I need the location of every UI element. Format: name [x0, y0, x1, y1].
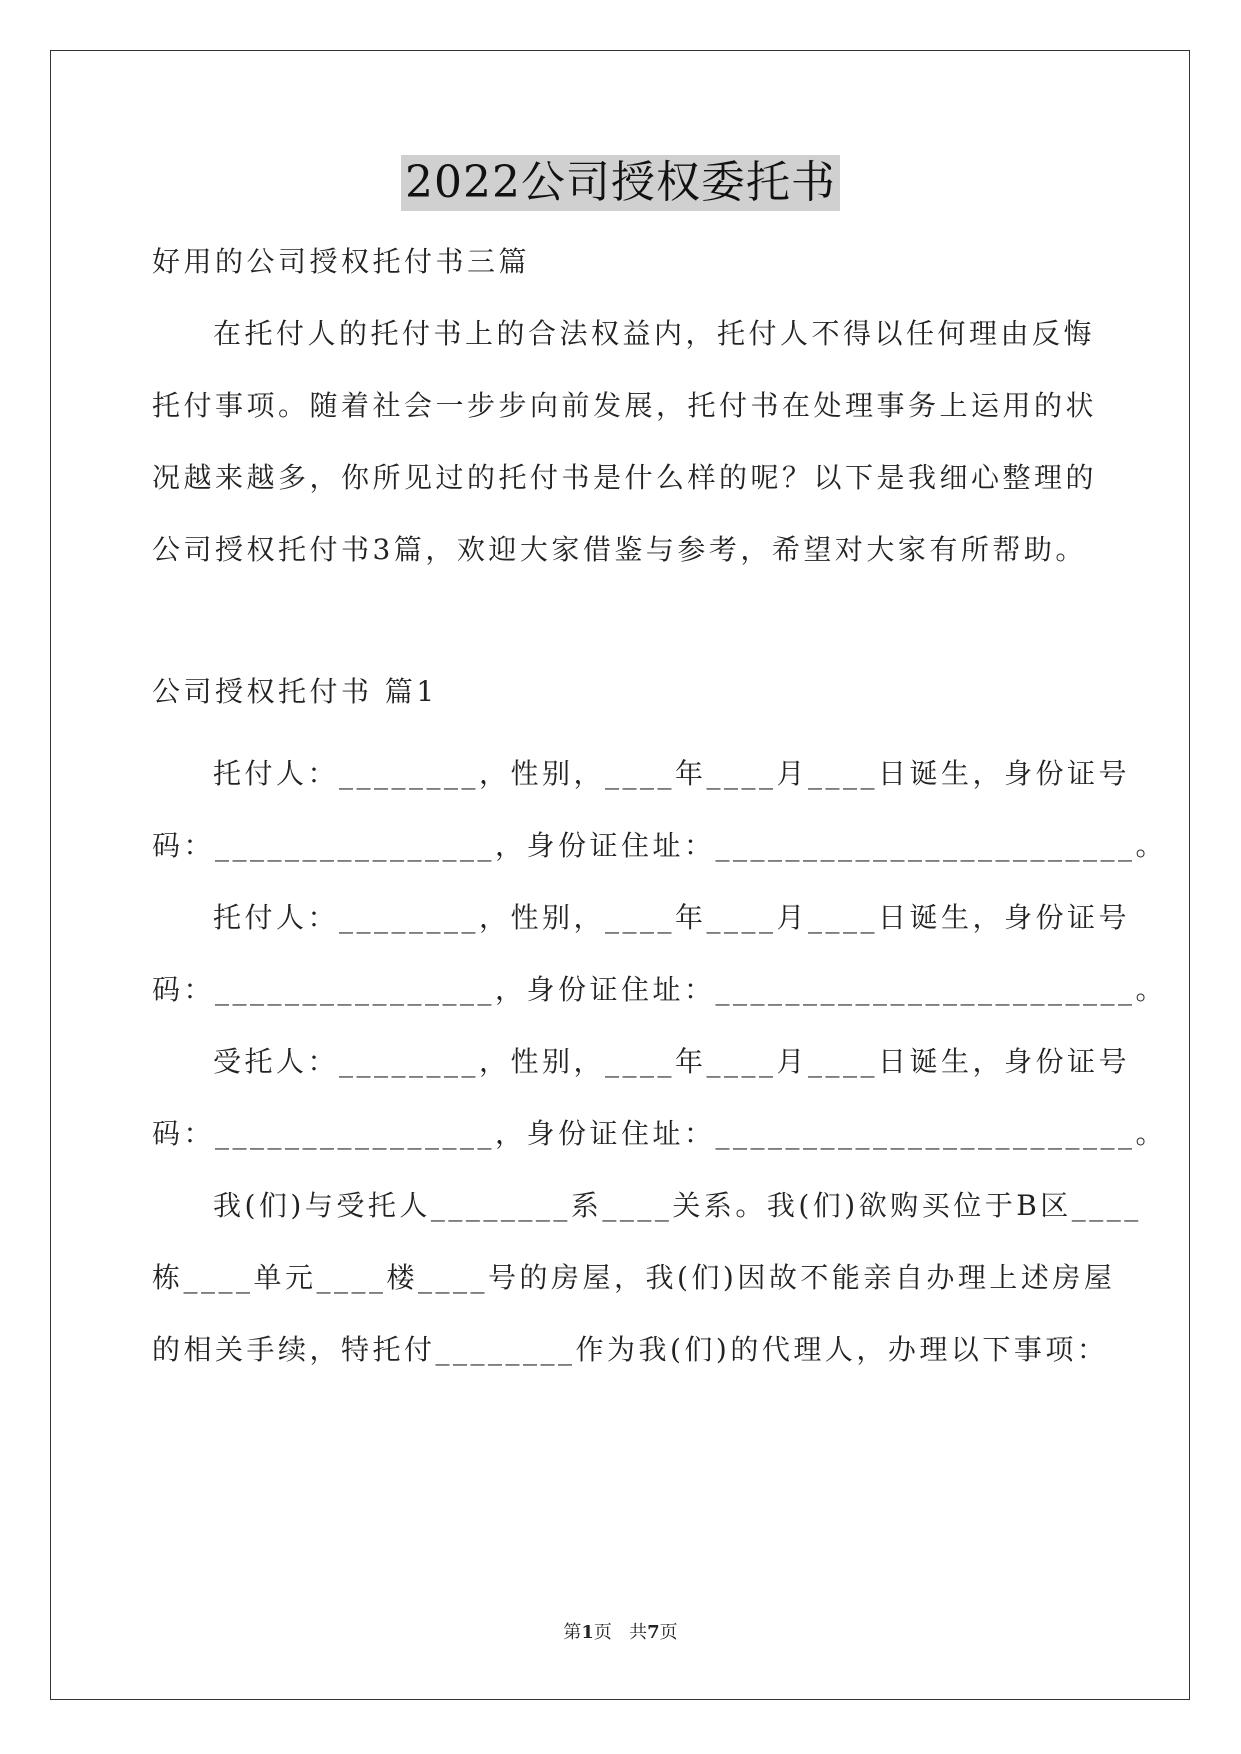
- intro-line-3: 况越来越多，你所见过的托付书是什么样的呢？以下是我细心整理的: [152, 461, 1098, 494]
- body-line-6: 码：________________，身份证住址：________________________。: [152, 1117, 1168, 1150]
- page-footer: [0, 1618, 1241, 1644]
- body-line-3: 托付人：________，性别，____年____月____日诞生，身份证号: [213, 901, 1131, 934]
- footer-suffix: 页: [659, 1622, 678, 1643]
- body-line-7: 我(们)与受托人________系____关系。我(们)欲购买位于B区____: [213, 1189, 1142, 1222]
- section-heading: 公司授权托付书 篇1: [152, 675, 438, 708]
- title-container: [0, 155, 1241, 211]
- intro-line-4: 公司授权托付书3篇，欢迎大家借鉴与参考，希望对大家有所帮助。: [152, 533, 1087, 566]
- page-border: [50, 50, 1190, 1700]
- footer-current-page: 1: [581, 1622, 594, 1643]
- document-subtitle: 好用的公司授权托付书三篇: [152, 245, 531, 278]
- footer-mid: 页 共: [593, 1622, 648, 1643]
- body-line-1: 托付人：________，性别，____年____月____日诞生，身份证号: [213, 757, 1131, 790]
- body-line-9: 的相关手续，特托付________作为我(们)的代理人，办理以下事项：: [152, 1333, 1109, 1366]
- body-line-2: 码：________________，身份证住址：________________________。: [152, 829, 1168, 862]
- body-line-4: 码：________________，身份证住址：________________________。: [152, 973, 1168, 1006]
- footer-prefix: 第: [563, 1622, 582, 1643]
- intro-line-2: 托付事项。随着社会一步步向前发展，托付书在处理事务上运用的状: [152, 389, 1098, 422]
- intro-line-1: 在托付人的托付书上的合法权益内，托付人不得以任何理由反悔: [213, 317, 1096, 350]
- body-line-5: 受托人：________，性别，____年____月____日诞生，身份证号: [213, 1045, 1131, 1078]
- document-title: 2022公司授权委托书: [401, 155, 840, 211]
- footer-total-pages: 7: [647, 1622, 660, 1643]
- body-line-8: 栋____单元____楼____号的房屋，我(们)因故不能亲自办理上述房屋: [152, 1261, 1116, 1294]
